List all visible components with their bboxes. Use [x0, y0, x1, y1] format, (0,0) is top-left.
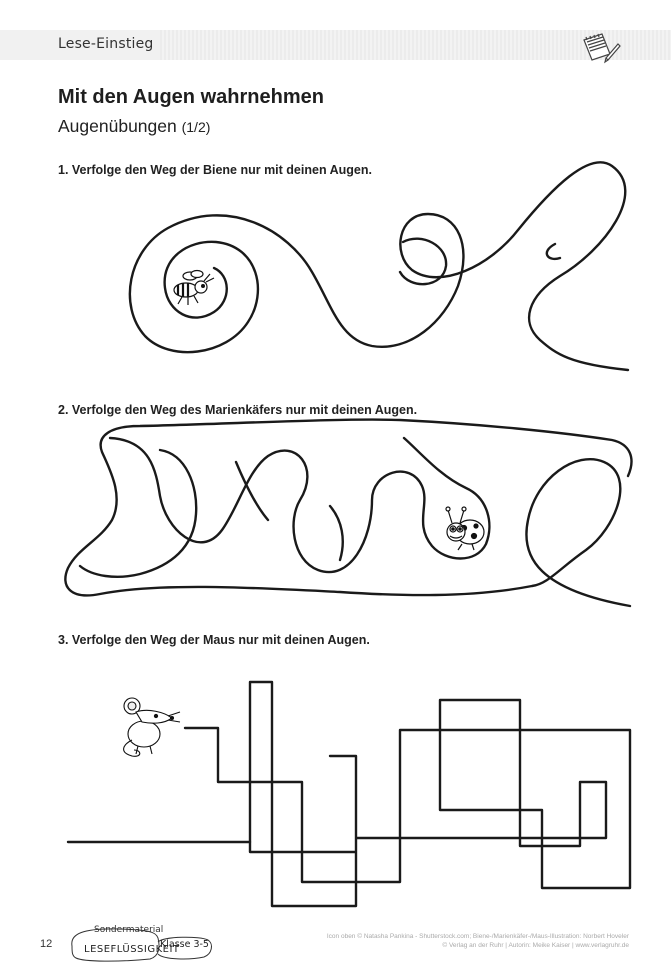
- badge-grade-text: Klasse 3-5: [160, 939, 209, 950]
- ladybug-path-inner: [110, 438, 489, 572]
- ladybug-path: [65, 420, 631, 606]
- page-number: 12: [40, 938, 53, 950]
- task-1-label: 1. Verfolge den Weg der Biene nur mit deinen Augen.: [58, 163, 372, 177]
- ladybug-icon: [442, 502, 488, 552]
- bee-path: [130, 162, 628, 370]
- mouse-icon: [108, 694, 184, 764]
- badge-top-text: Sondermaterial: [94, 925, 164, 935]
- task-3-label: 3. Verfolge den Weg der Maus nur mit deinen Augen.: [58, 633, 370, 647]
- page-title: Mit den Augen wahrnehmen: [58, 86, 324, 108]
- subtitle-text: Augenübungen: [58, 116, 177, 136]
- bee-path-extra: [400, 239, 446, 284]
- task-2-label: 2. Verfolge den Weg des Marienkäfers nur mit deinen Augen.: [58, 403, 418, 417]
- section-label: Lese-Einstieg: [58, 36, 154, 52]
- badge-main-text: LESEFLÜSSIGKEIT: [84, 944, 180, 955]
- bee-path-tail: [547, 244, 560, 259]
- mouse-path: [185, 682, 630, 906]
- subtitle-part: (1/2): [181, 119, 211, 135]
- credits-line-1: Icon oben © Natasha Pankina - Shutterstock.com; Biene-/Marienkäfer-/Maus-Illustration: Norbert Hoveler: [326, 933, 629, 940]
- credits: [269, 932, 629, 950]
- bee-icon: [168, 268, 222, 310]
- credits-line-2: © Verlag an der Ruhr | Autorin: Meike Kaiser | www.verlagruhr.de: [442, 942, 629, 949]
